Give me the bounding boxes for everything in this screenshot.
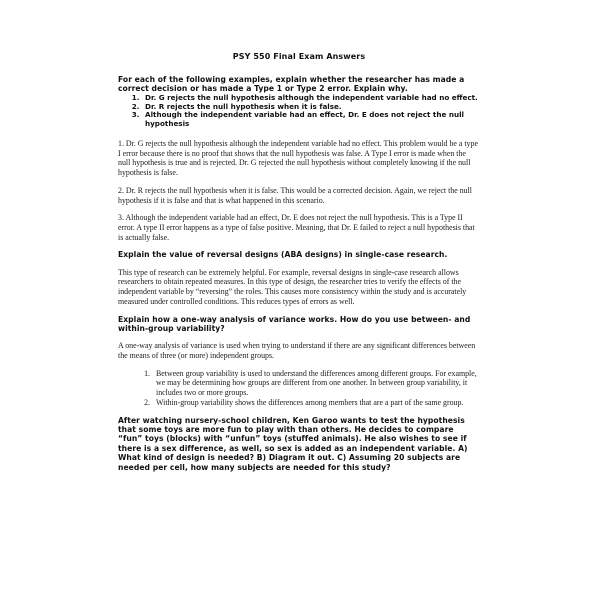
answer-1-1: 1. Dr. G rejects the null hypothesis although the independent variable had no effect. This problem would be a type I error because there is no proof that shows that the null hypothesis was false. A Type I error is made when the null hypothesis is true and is rejected. Dr. G rejected the null hypothesis without completely knowing if the null hypothesis is false. <box>118 139 478 178</box>
question-4-prompt: After watching nursery-school children, Ken Garoo wants to test the hypothesis that some toys are more fun to play with than others. He decides to compare “fun” toys (blocks) with “unfun” toys (stuffed animals). He also wishes to see if there is a sex difference, as well, so sex is added as an independent variable. A) What kind of design is needed? B) Diagram it out. C) Assuming 20 subjects are needed per cell, how many subjects are needed for this study? <box>118 415 468 472</box>
question-1-list <box>118 94 480 129</box>
page-title: PSY 550 Final Exam Answers <box>232 52 366 61</box>
answer-3-list <box>118 369 480 408</box>
question-3-prompt: Explain how a one-way analysis of variance works. How do you use between- and within-group variability? <box>118 314 471 333</box>
answer-3-item: 2. Within-group variability shows the differences among members that are a part of the same group. <box>152 398 480 408</box>
answer-1-3: 3. Although the independent variable had an effect, Dr. E does not reject the null hypothesis. This is a Type II error. A type II error happens as a type of false positive. Meaning, that Dr. E failed to reject a null hypothesis that is actually false. <box>118 213 475 242</box>
answer-2: This type of research can be extremely helpful. For example, reversal designs in single-case research allows researchers to obtain repeated measures. In this type of design, the researcher tries to verify the effects of the independent variable by “reversing” the roles. This causes more consistency within the study and is accurately measured under controlled conditions. This reduces types of errors as well. <box>118 267 467 306</box>
answer-3-item: 1. Between group variability is used to understand the differences among different groups. For example, we may be determining how groups are different from one another. In between group variability, it includes two or more groups. <box>152 369 480 398</box>
answer-3: A one-way analysis of variance is used when trying to understand if there are any significant differences between the means of three (or more) independent groups. <box>118 341 476 361</box>
question-1-prompt: For each of the following examples, explain whether the researcher has made a correct decision or has made a Type 1 or Type 2 error. Explain why. <box>118 75 465 94</box>
question-2-prompt: Explain the value of reversal designs (ABA designs) in single-case research. <box>118 250 448 260</box>
question-1-item: 1. Dr. G rejects the null hypothesis although the independent variable had no effect. <box>142 94 480 103</box>
question-1-item: 2. Dr. R rejects the null hypothesis when it is false. <box>142 103 480 112</box>
document-page <box>118 44 480 472</box>
question-1-item: 3. Although the independent variable had an effect, Dr. E does not reject the null hypothesis <box>142 111 480 129</box>
answer-1-2: 2. Dr. R rejects the null hypothesis when it is false. This would be a corrected decision. Again, we reject the null hypothesis if it is false and that is what happened in this scenario. <box>118 185 472 205</box>
